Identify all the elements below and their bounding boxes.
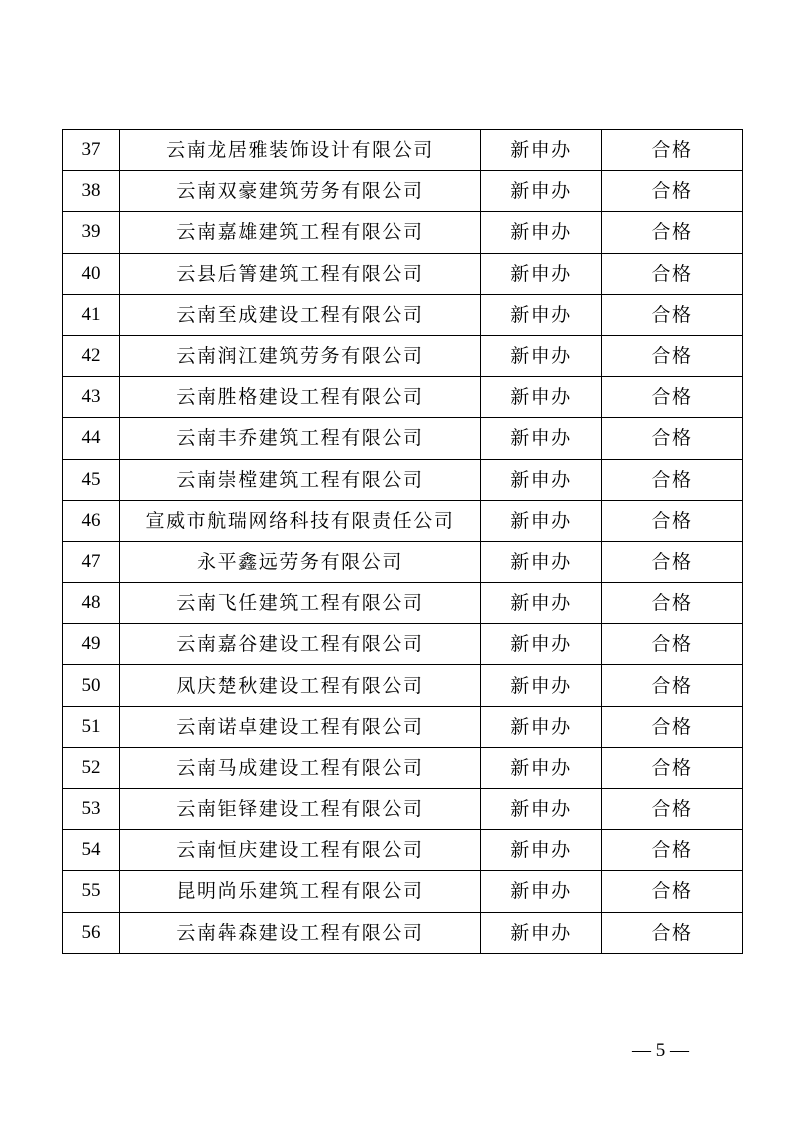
table-row: [63, 335, 743, 376]
result-cell: 合格: [602, 130, 743, 171]
company-name-cell: 云南钜铎建设工程有限公司: [120, 789, 481, 830]
company-name-cell: 云南至成建设工程有限公司: [120, 294, 481, 335]
application-type-cell: 新申办: [481, 624, 602, 665]
company-name-cell: 云南崇樘建筑工程有限公司: [120, 459, 481, 500]
result-cell: 合格: [602, 747, 743, 788]
row-number-cell: 53: [63, 789, 120, 830]
row-number-cell: 41: [63, 294, 120, 335]
application-type-cell: 新申办: [481, 171, 602, 212]
application-type-cell: 新申办: [481, 212, 602, 253]
company-name-cell: 云南润江建筑劳务有限公司: [120, 335, 481, 376]
row-number-cell: 48: [63, 583, 120, 624]
result-cell: 合格: [602, 583, 743, 624]
application-type-cell: 新申办: [481, 871, 602, 912]
application-type-cell: 新申办: [481, 541, 602, 582]
result-cell: 合格: [602, 830, 743, 871]
table-row: [63, 294, 743, 335]
table-row: [63, 171, 743, 212]
row-number-cell: 49: [63, 624, 120, 665]
application-type-cell: 新申办: [481, 583, 602, 624]
table-row: [63, 830, 743, 871]
company-name-cell: 凤庆楚秋建设工程有限公司: [120, 665, 481, 706]
table-row: [63, 130, 743, 171]
table-row: [63, 253, 743, 294]
result-cell: 合格: [602, 500, 743, 541]
row-number-cell: 40: [63, 253, 120, 294]
table-body: [63, 130, 743, 954]
company-name-cell: 昆明尚乐建筑工程有限公司: [120, 871, 481, 912]
result-cell: 合格: [602, 171, 743, 212]
application-type-cell: 新申办: [481, 377, 602, 418]
result-cell: 合格: [602, 253, 743, 294]
application-type-cell: 新申办: [481, 706, 602, 747]
result-cell: 合格: [602, 335, 743, 376]
row-number-cell: 47: [63, 541, 120, 582]
result-cell: 合格: [602, 377, 743, 418]
row-number-cell: 39: [63, 212, 120, 253]
application-type-cell: 新申办: [481, 294, 602, 335]
table-row: [63, 912, 743, 953]
result-cell: 合格: [602, 541, 743, 582]
application-type-cell: 新申办: [481, 459, 602, 500]
table-row: [63, 871, 743, 912]
application-type-cell: 新申办: [481, 418, 602, 459]
row-number-cell: 45: [63, 459, 120, 500]
result-cell: 合格: [602, 418, 743, 459]
table-row: [63, 706, 743, 747]
application-type-cell: 新申办: [481, 747, 602, 788]
result-cell: 合格: [602, 789, 743, 830]
company-name-cell: 云南嘉雄建筑工程有限公司: [120, 212, 481, 253]
application-type-cell: 新申办: [481, 665, 602, 706]
row-number-cell: 44: [63, 418, 120, 459]
table-row: [63, 541, 743, 582]
company-name-cell: 宣威市航瑞网络科技有限责任公司: [120, 500, 481, 541]
company-name-cell: 云南飞任建筑工程有限公司: [120, 583, 481, 624]
row-number-cell: 55: [63, 871, 120, 912]
result-cell: 合格: [602, 706, 743, 747]
result-cell: 合格: [602, 459, 743, 500]
table-row: [63, 583, 743, 624]
company-name-cell: 云南嘉谷建设工程有限公司: [120, 624, 481, 665]
result-cell: 合格: [602, 212, 743, 253]
table-row: [63, 418, 743, 459]
page-number: — 5 —: [632, 1040, 689, 1061]
result-cell: 合格: [602, 912, 743, 953]
company-name-cell: 云南双豪建筑劳务有限公司: [120, 171, 481, 212]
company-name-cell: 云南犇森建设工程有限公司: [120, 912, 481, 953]
row-number-cell: 38: [63, 171, 120, 212]
row-number-cell: 54: [63, 830, 120, 871]
row-number-cell: 56: [63, 912, 120, 953]
result-cell: 合格: [602, 665, 743, 706]
company-qualification-table: [62, 129, 743, 954]
application-type-cell: 新申办: [481, 130, 602, 171]
company-name-cell: 云南恒庆建设工程有限公司: [120, 830, 481, 871]
application-type-cell: 新申办: [481, 912, 602, 953]
result-cell: 合格: [602, 294, 743, 335]
application-type-cell: 新申办: [481, 789, 602, 830]
company-name-cell: 云南马成建设工程有限公司: [120, 747, 481, 788]
table-row: [63, 747, 743, 788]
company-name-cell: 云南丰乔建筑工程有限公司: [120, 418, 481, 459]
table-row: [63, 665, 743, 706]
row-number-cell: 51: [63, 706, 120, 747]
company-name-cell: 永平鑫远劳务有限公司: [120, 541, 481, 582]
row-number-cell: 42: [63, 335, 120, 376]
company-name-cell: 云南龙居雅装饰设计有限公司: [120, 130, 481, 171]
table-row: [63, 459, 743, 500]
table-row: [63, 377, 743, 418]
result-cell: 合格: [602, 624, 743, 665]
company-name-cell: 云南胜格建设工程有限公司: [120, 377, 481, 418]
row-number-cell: 43: [63, 377, 120, 418]
application-type-cell: 新申办: [481, 253, 602, 294]
result-cell: 合格: [602, 871, 743, 912]
row-number-cell: 46: [63, 500, 120, 541]
table-row: [63, 789, 743, 830]
application-type-cell: 新申办: [481, 500, 602, 541]
company-name-cell: 云县后箐建筑工程有限公司: [120, 253, 481, 294]
row-number-cell: 50: [63, 665, 120, 706]
table-row: [63, 500, 743, 541]
row-number-cell: 52: [63, 747, 120, 788]
company-name-cell: 云南诺卓建设工程有限公司: [120, 706, 481, 747]
application-type-cell: 新申办: [481, 830, 602, 871]
row-number-cell: 37: [63, 130, 120, 171]
table-row: [63, 212, 743, 253]
table-row: [63, 624, 743, 665]
application-type-cell: 新申办: [481, 335, 602, 376]
